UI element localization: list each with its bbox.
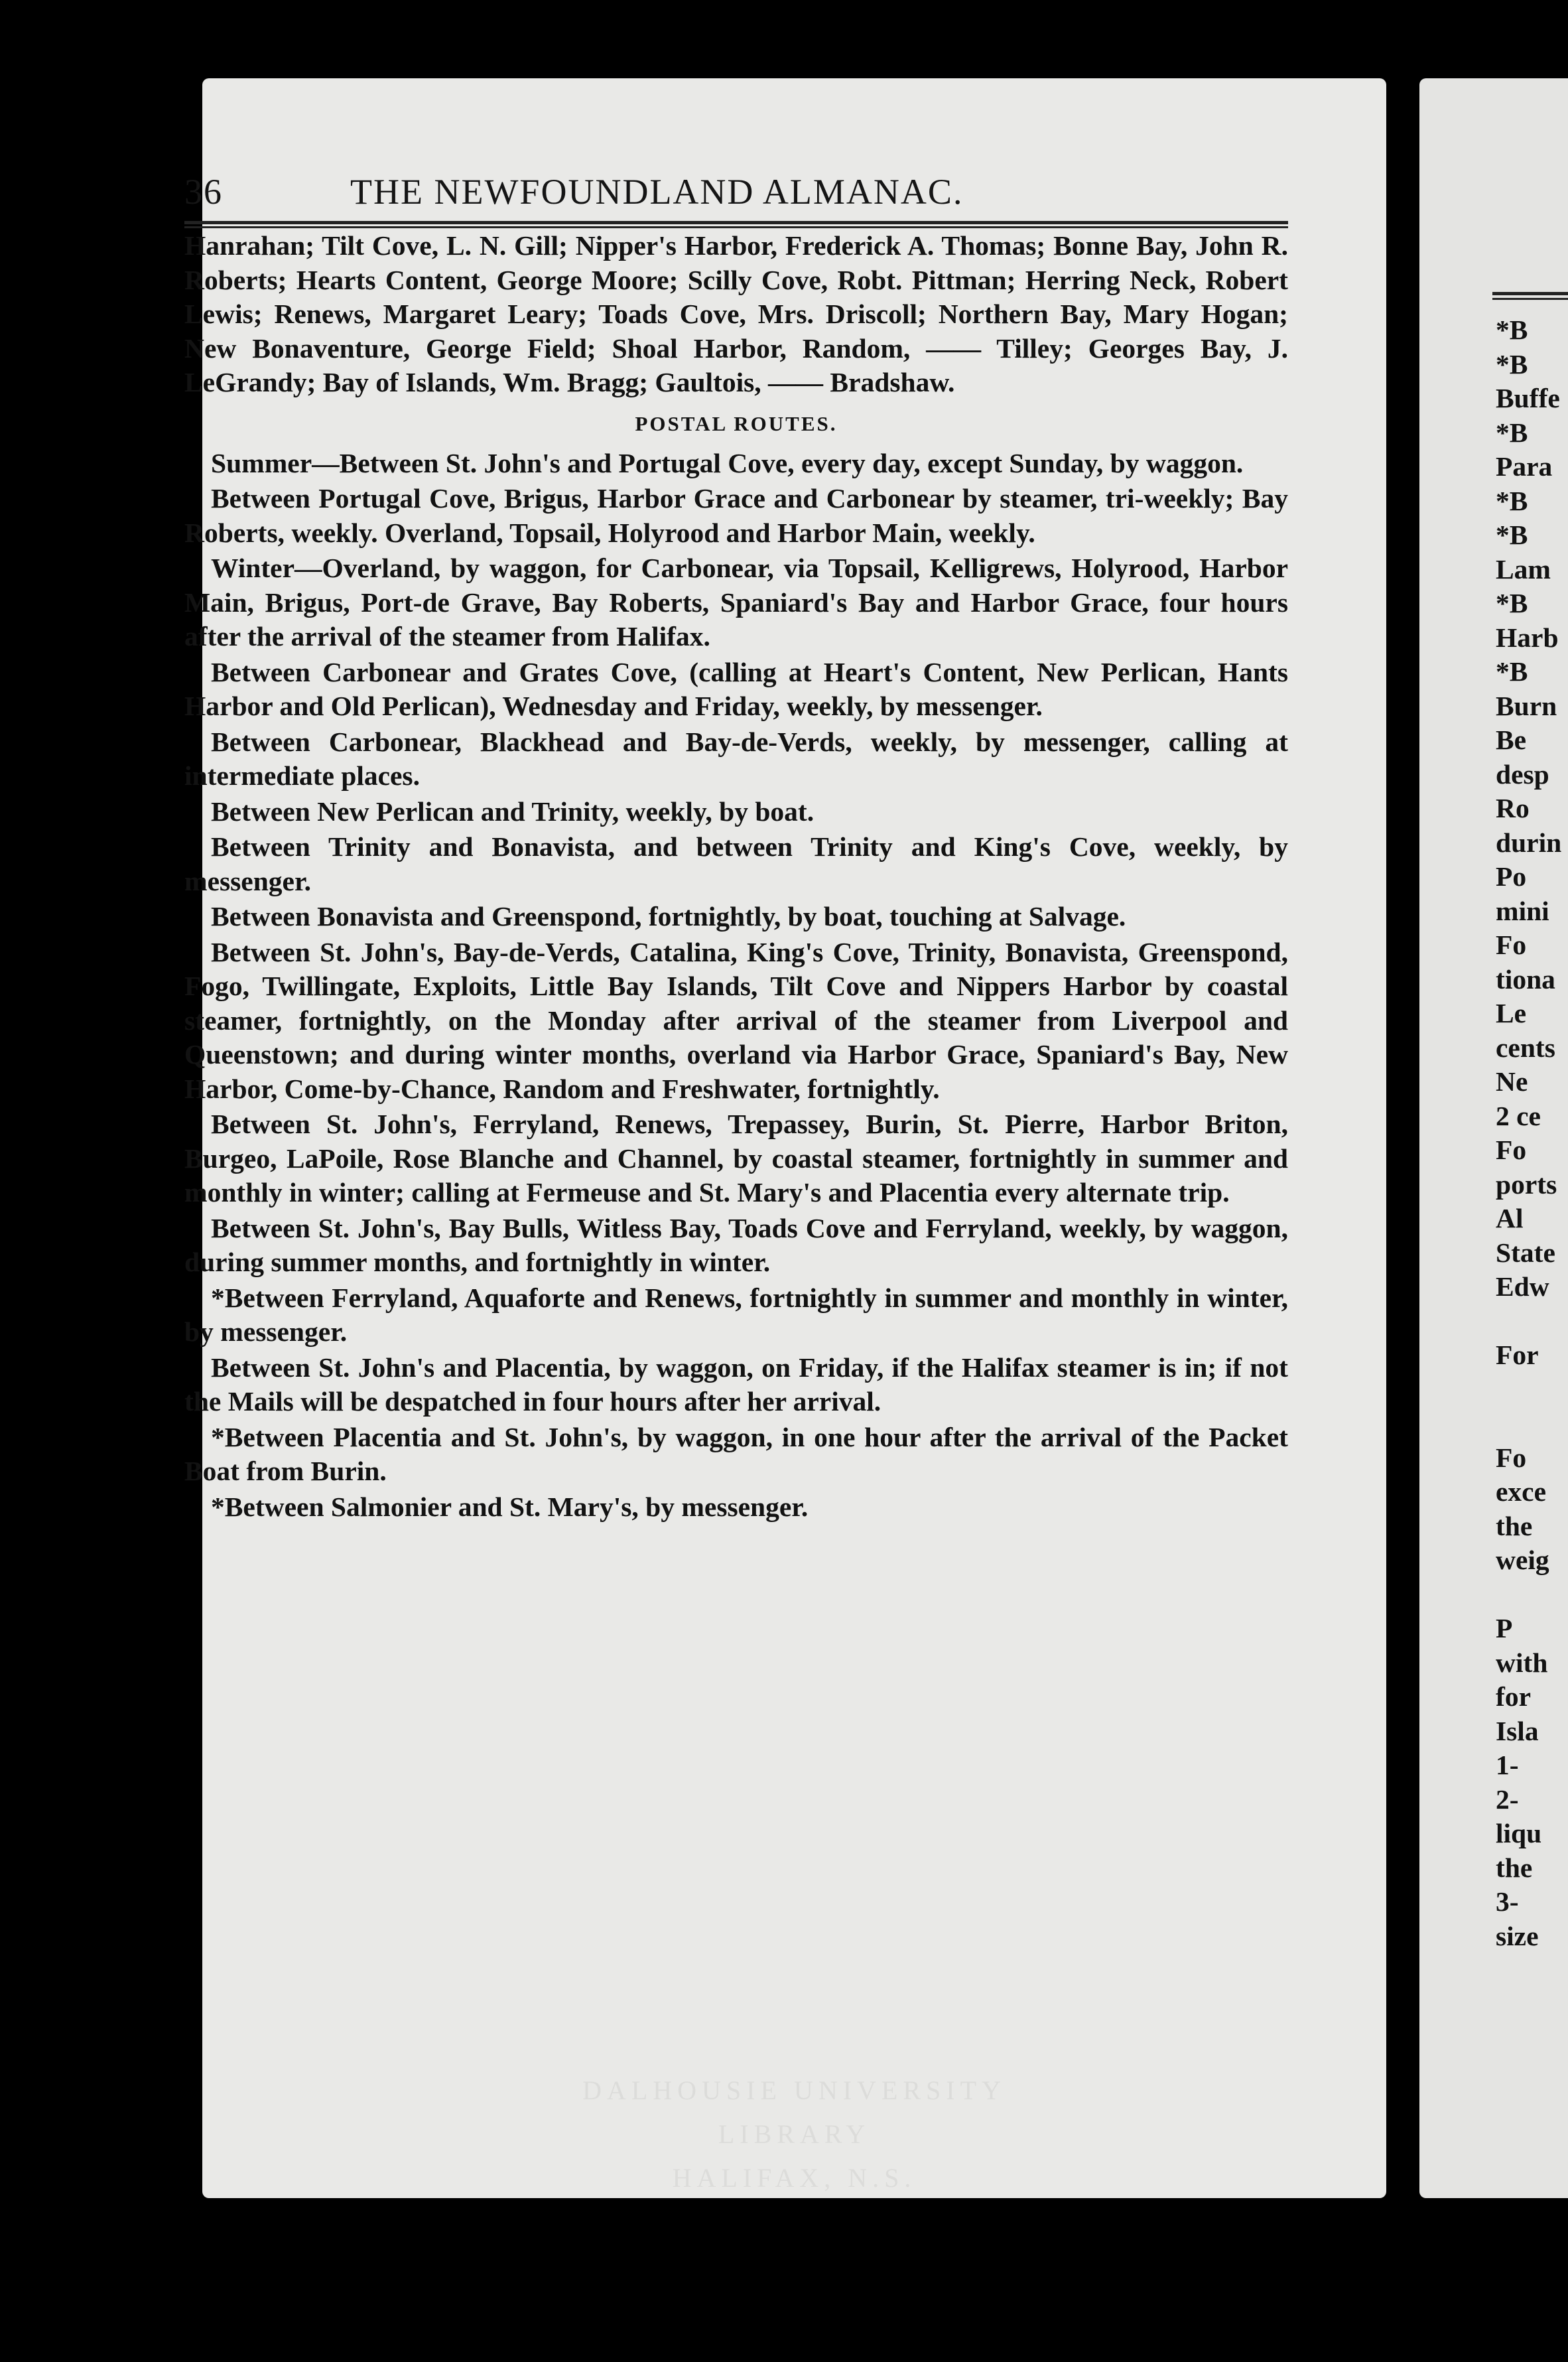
route-paragraph: *Between Salmonier and St. Mary's, by messenger.	[211, 1491, 809, 1522]
facing-page-fragment	[1496, 1578, 1568, 1612]
facing-page-fragment: 2 ce	[1496, 1100, 1541, 1131]
facing-page-fragment: durin	[1496, 827, 1562, 858]
running-title: THE NEWFOUNDLAND ALMANAC.	[350, 172, 964, 212]
header-rule-bottom	[184, 226, 1288, 228]
facing-page-fragment: *B	[1496, 417, 1528, 448]
library-stamp-watermark: DALHOUSIE UNIVERSITY LIBRARY HALIFAX, N.S.	[582, 2075, 1006, 2193]
header-rule-top	[184, 221, 1288, 224]
facing-page-rule-bottom	[1492, 298, 1568, 300]
facing-page-fragment: 1-	[1496, 1750, 1519, 1780]
route-paragraph: Between St. John's, Bay Bulls, Witless Bay, Toads Cove and Ferryland, weekly, by waggon, during summer months, and fortnightly in winter.	[184, 1212, 1288, 1277]
facing-page-rule-top	[1492, 292, 1568, 295]
facing-page-fragment: Fo	[1496, 1442, 1527, 1473]
facing-page-fragment: size	[1496, 1920, 1539, 1951]
facing-page-fragment: with	[1496, 1647, 1548, 1678]
route-paragraph: Between Carbonear and Grates Cove, (calling at Heart's Content, New Perlican, Hants Harbor and Old Perlican), Wednesday and Friday, weekly, by messenger.	[184, 656, 1288, 721]
page-body-text	[184, 229, 1288, 1524]
facing-page-fragment: exce	[1496, 1476, 1547, 1507]
facing-page-fragment: *B	[1496, 314, 1528, 345]
facing-page-fragment: weig	[1496, 1545, 1549, 1575]
page-number: 36	[184, 172, 223, 212]
route-paragraph: Winter—Overland, by waggon, for Carbonear, via Topsail, Kelligrews, Holyrood, Harbor Main, Brigus, Port-de Grave, Bay Roberts, Spaniard's Bay and Harbor Grace, four hours after the arrival of the steamer from Halifax.	[184, 553, 1288, 652]
facing-page-fragment: liqu	[1496, 1818, 1542, 1848]
route-paragraph: *Between Ferryland, Aquaforte and Renews, fortnightly in summer and monthly in winter, by messenger.	[184, 1282, 1288, 1347]
facing-page-fragment: ports	[1496, 1168, 1557, 1200]
route-paragraph: Between St. John's and Placentia, by waggon, on Friday, if the Halifax steamer is in; if not the Mails will be despatched in four hours after her arrival.	[184, 1352, 1288, 1417]
facing-page-fragment: Lam	[1496, 553, 1551, 585]
facing-page-fragment: Harb	[1496, 622, 1559, 653]
route-paragraph: Between Bonavista and Greenspond, fortnightly, by boat, touching at Salvage.	[211, 901, 1126, 932]
route-paragraph: Summer—Between St. John's and Portugal Cove, every day, except Sunday, by waggon.	[211, 447, 1244, 478]
facing-page-fragment	[1496, 1373, 1568, 1407]
facing-page-fragment: For	[1496, 1340, 1539, 1370]
facing-page-fragment: Po	[1496, 861, 1527, 892]
route-paragraph: Between Carbonear, Blackhead and Bay-de-Verds, weekly, by messenger, calling at intermediate places.	[184, 726, 1288, 791]
facing-page-fragment: the	[1496, 1852, 1533, 1883]
facing-page-fragment: *B	[1496, 588, 1528, 618]
facing-page-fragment: State	[1496, 1237, 1555, 1268]
facing-page-fragment: *B	[1496, 485, 1528, 516]
facing-page-fragment: P	[1496, 1613, 1513, 1643]
facing-page-fragment: tiona	[1496, 963, 1555, 995]
facing-page-fragment: for	[1496, 1681, 1531, 1712]
facing-page-fragment: mini	[1496, 895, 1549, 926]
section-heading: POSTAL ROUTES.	[635, 411, 838, 435]
facing-page-fragment: Ne	[1496, 1066, 1528, 1097]
facing-page-fragment: Burn	[1496, 690, 1557, 721]
facing-page-fragment: desp	[1496, 758, 1549, 790]
route-paragraph: *Between Placentia and St. John's, by waggon, in one hour after the arrival of the Packet Boat from Burin.	[184, 1421, 1288, 1486]
facing-page-fragment: Ro	[1496, 793, 1530, 823]
route-paragraph: Between St. John's, Bay-de-Verds, Catalina, King's Cove, Trinity, Bonavista, Greenspond, Fogo, Twillingate, Exploits, Little Bay Islands, Tilt Cove and Nippers Harbor by coastal steamer, fortnightly, on the Monday after arrival of the steamer from Liverpool and Queenstown; and during winter months, overland via Harbor Grace, Spaniard's Bay, New Harbor, Come-by-Chance, Random and Freshwater, fortnightly.	[184, 936, 1288, 1104]
facing-page-fragment: Isla	[1496, 1715, 1539, 1746]
facing-page-fragment: *B	[1496, 348, 1528, 380]
facing-page-fragment: Para	[1496, 451, 1553, 482]
facing-page-fragment: *B	[1496, 656, 1528, 687]
route-paragraph: Between Portugal Cove, Brigus, Harbor Grace and Carbonear by steamer, tri-weekly; Bay Roberts, weekly. Overland, Topsail, Holyrood and Harbor Main, weekly.	[184, 483, 1288, 548]
facing-page-fragment	[1496, 1304, 1568, 1339]
facing-page-fragment: Fo	[1496, 930, 1527, 960]
facing-page-fragment: Le	[1496, 998, 1527, 1028]
facing-page-fragment	[1496, 1407, 1568, 1441]
facing-page-fragment: *B	[1496, 520, 1528, 550]
facing-page-fragment: the	[1496, 1510, 1533, 1541]
postmasters-continued-paragraph: Hanrahan; Tilt Cove, L. N. Gill; Nipper's Harbor, Frederick A. Thomas; Bonne Bay, John R. Roberts; Hearts Content, George Moore; Scilly Cove, Robt. Pittman; Herring Neck, Robert Lewis; Renews, Margaret Leary; Toads Cove, Mrs. Driscoll; Northern Bay, Mary Hogan; New Bonaventure, George Field; Shoal Harbor, Random, —— Tilley; Georges Bay, J. LeGrandy; Bay of Islands, Wm. Bragg; Gaultois, —— Bradshaw.	[184, 230, 1288, 397]
facing-page-fragment: Al	[1496, 1203, 1524, 1233]
facing-page-fragments	[1496, 313, 1568, 1953]
facing-page-fragment: Buffe	[1496, 383, 1560, 413]
facing-page-fragment: Be	[1496, 725, 1527, 755]
running-header	[184, 171, 1288, 218]
facing-page-fragment: 2-	[1496, 1783, 1519, 1815]
route-paragraph: Between St. John's, Ferryland, Renews, Trepassey, Burin, St. Pierre, Harbor Briton, Burgeo, LaPoile, Rose Blanche and Channel, by coastal steamer, fortnightly in summer and monthly in winter; calling at Fermeuse and St. Mary's and Placentia every alternate trip.	[184, 1109, 1288, 1208]
facing-page-fragment: cents	[1496, 1032, 1555, 1063]
facing-page-fragment: 3-	[1496, 1886, 1519, 1917]
route-paragraph: Between Trinity and Bonavista, and between Trinity and King's Cove, weekly, by messenger.	[184, 831, 1288, 896]
route-paragraph: Between New Perlican and Trinity, weekly, by boat.	[211, 796, 815, 827]
facing-page-fragment: Fo	[1496, 1135, 1527, 1165]
facing-page-fragment: Edw	[1496, 1271, 1549, 1302]
